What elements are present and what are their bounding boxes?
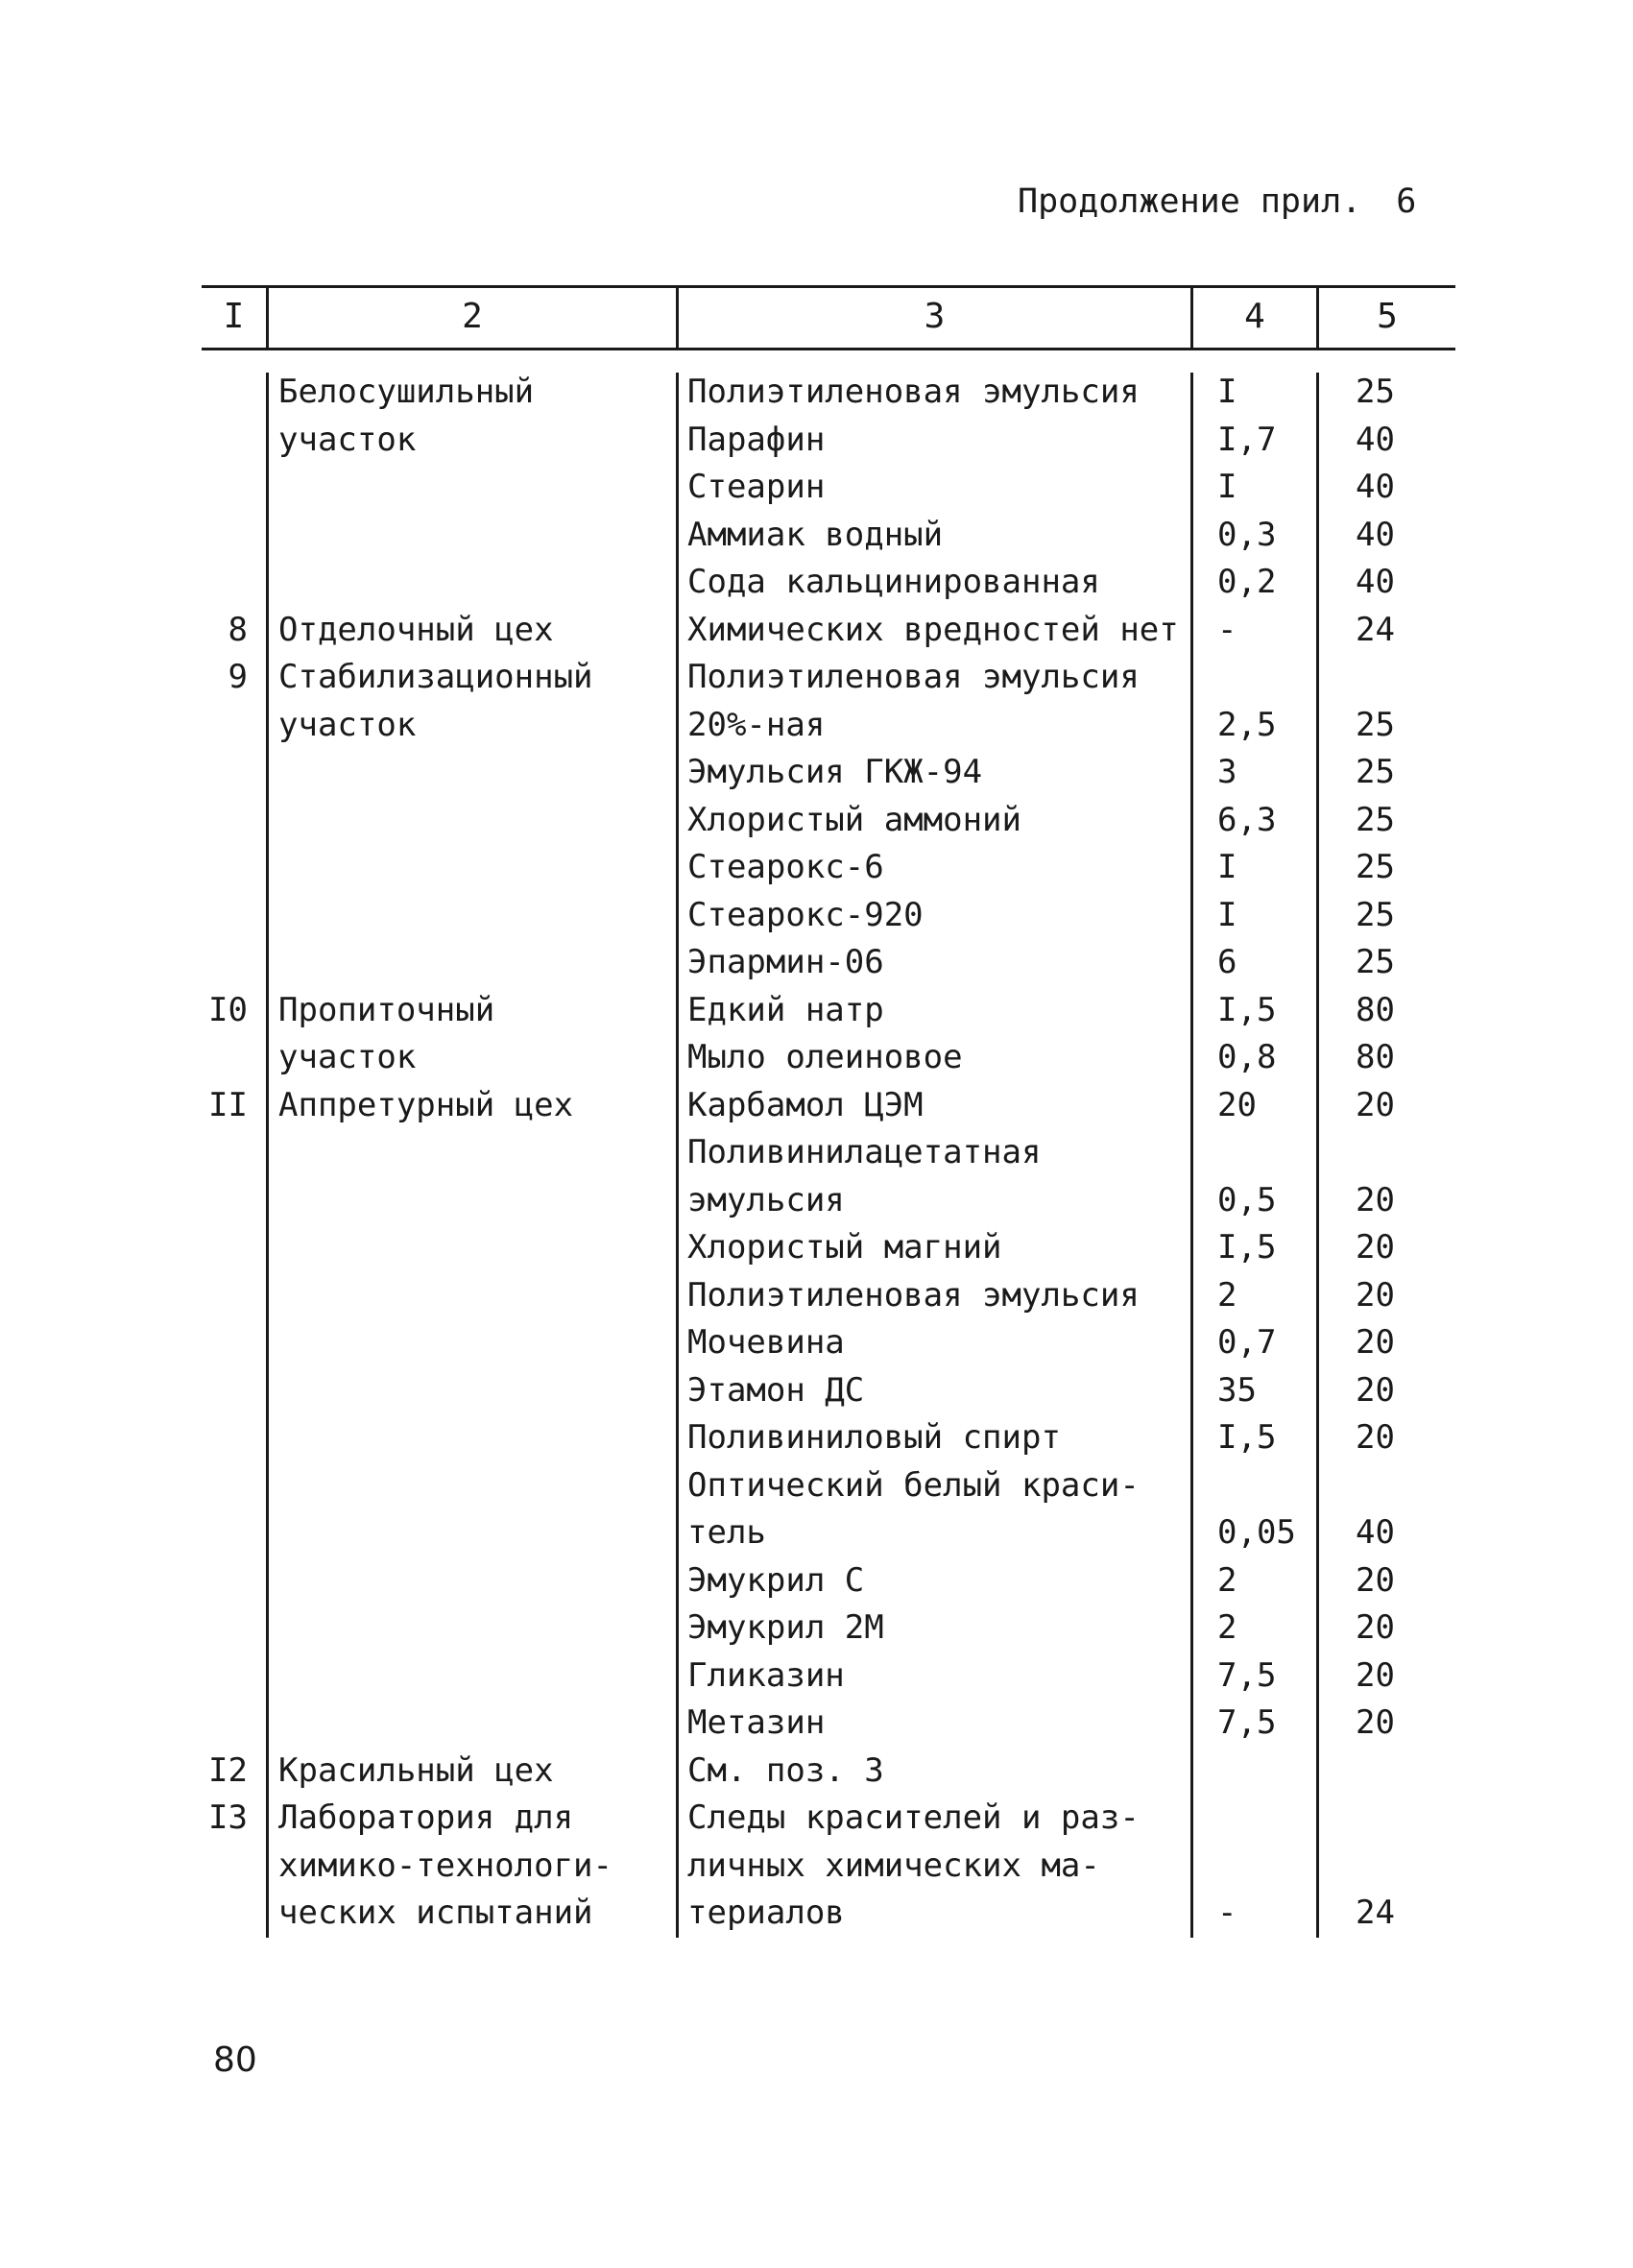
chemical-substance-cell: эмульсия — [687, 1181, 845, 1219]
chemical-substance-cell: Эмульсия ГКЖ-94 — [687, 753, 983, 791]
table-row — [0, 1794, 1633, 1842]
concentration-value-cell: 0,2 — [1217, 563, 1277, 601]
limit-value-cell: 25 — [1356, 373, 1395, 411]
table-row — [0, 1652, 1633, 1700]
table-row — [0, 1081, 1633, 1129]
limit-value-cell: 25 — [1356, 896, 1395, 934]
concentration-value-cell: 0,8 — [1217, 1038, 1277, 1076]
position-number-cell — [192, 1556, 248, 1604]
workshop-name-cell: химико-технологи- — [278, 1846, 612, 1885]
concentration-value-cell: 2,5 — [1217, 706, 1277, 744]
position-number-cell — [192, 1842, 248, 1890]
limit-value-cell: 20 — [1356, 1703, 1395, 1742]
chemical-substance-cell: Эмукрил С — [687, 1561, 865, 1600]
position-number-cell: I2 — [208, 1751, 248, 1790]
position-number-cell — [192, 938, 248, 986]
position-number-cell — [192, 1271, 248, 1319]
concentration-value-cell: 3 — [1217, 753, 1237, 791]
concentration-value-cell: - — [1217, 611, 1237, 649]
concentration-value-cell: I,5 — [1217, 1228, 1277, 1267]
limit-value-cell: 20 — [1356, 1276, 1395, 1315]
chemical-substance-cell: Парафин — [687, 421, 826, 459]
chemical-substance-cell: Оптический белый краси- — [687, 1466, 1140, 1505]
workshop-name-cell: Стабилизационный — [278, 658, 593, 696]
table-row — [0, 1889, 1633, 1937]
chemical-substance-cell: тель — [687, 1513, 766, 1552]
chemical-substance-cell: териалов — [687, 1894, 845, 1932]
limit-value-cell: 25 — [1356, 753, 1395, 791]
table-row — [0, 938, 1633, 986]
appendix-number: 6 — [1396, 182, 1417, 221]
table-row — [0, 1556, 1633, 1604]
concentration-value-cell: 7,5 — [1217, 1703, 1277, 1742]
table-row — [0, 368, 1633, 416]
column-header-3: 3 — [924, 297, 946, 336]
page-number: 80 — [213, 2040, 257, 2080]
chemical-substance-cell: См. поз. 3 — [687, 1751, 884, 1790]
position-number-cell: 9 — [228, 658, 248, 696]
position-number-cell — [192, 416, 248, 464]
table-row — [0, 1461, 1633, 1509]
position-number-cell: I3 — [208, 1798, 248, 1837]
table-row — [0, 463, 1633, 511]
chemical-substance-cell: Этамон ДС — [687, 1371, 865, 1410]
limit-value-cell: 20 — [1356, 1608, 1395, 1647]
position-number-cell — [192, 1889, 248, 1937]
position-number-cell — [192, 1128, 248, 1176]
table-row — [0, 986, 1633, 1034]
limit-value-cell: 20 — [1356, 1371, 1395, 1410]
workshop-name-cell: участок — [278, 706, 417, 744]
concentration-value-cell: 7,5 — [1217, 1656, 1277, 1695]
concentration-value-cell: I — [1217, 468, 1237, 506]
table-row — [0, 796, 1633, 844]
table-row — [0, 511, 1633, 559]
chemical-substance-cell: Карбамол ЦЭМ — [687, 1086, 924, 1124]
table-row — [0, 1366, 1633, 1414]
workshop-name-cell: Отделочный цех — [278, 611, 554, 649]
position-number-cell — [192, 1033, 248, 1081]
table-row — [0, 1842, 1633, 1890]
chemical-substance-cell: Полиэтиленовая эмульсия — [687, 658, 1140, 696]
chemical-substance-cell: Полиэтиленовая эмульсия — [687, 373, 1140, 411]
limit-value-cell: 20 — [1356, 1181, 1395, 1219]
concentration-value-cell: 6 — [1217, 943, 1237, 981]
table-row — [0, 701, 1633, 749]
chemical-substance-cell: Поливинилацетатная — [687, 1133, 1042, 1171]
chemical-substance-cell: Едкий натр — [687, 991, 884, 1029]
chemical-substance-cell: Мочевина — [687, 1323, 845, 1362]
concentration-value-cell: 2 — [1217, 1276, 1237, 1315]
chemical-substance-cell: Стеарин — [687, 468, 826, 506]
column-header-1: I — [223, 297, 245, 336]
chemical-substance-cell: Поливиниловый спирт — [687, 1418, 1061, 1457]
table-row — [0, 891, 1633, 939]
table-row — [0, 1699, 1633, 1747]
table-row — [0, 1271, 1633, 1319]
limit-value-cell: 25 — [1356, 706, 1395, 744]
position-number-cell — [192, 1508, 248, 1556]
chemical-substance-cell: Метазин — [687, 1703, 826, 1742]
concentration-value-cell: 2 — [1217, 1561, 1237, 1600]
workshop-name-cell: Аппретурный цех — [278, 1086, 574, 1124]
position-number-cell — [192, 1461, 248, 1509]
position-number-cell — [192, 558, 248, 606]
position-number-cell: 8 — [228, 611, 248, 649]
table-row — [0, 1223, 1633, 1271]
limit-value-cell: 40 — [1356, 1513, 1395, 1552]
limit-value-cell: 40 — [1356, 563, 1395, 601]
concentration-value-cell: 0,05 — [1217, 1513, 1296, 1552]
workshop-name-cell: Лаборатория для — [278, 1798, 574, 1837]
concentration-value-cell: 2 — [1217, 1608, 1237, 1647]
table-row — [0, 1604, 1633, 1652]
concentration-value-cell: I — [1217, 373, 1237, 411]
position-number-cell — [192, 1413, 248, 1461]
limit-value-cell: 80 — [1356, 991, 1395, 1029]
chemical-substance-cell: Химических вредностей нет — [687, 611, 1179, 649]
limit-value-cell: 24 — [1356, 1894, 1395, 1932]
position-number-cell — [192, 368, 248, 416]
position-number-cell — [192, 796, 248, 844]
position-number-cell: I0 — [208, 991, 248, 1029]
table-row — [0, 416, 1633, 464]
table-row — [0, 1413, 1633, 1461]
concentration-value-cell: 0,5 — [1217, 1181, 1277, 1219]
concentration-value-cell: 20 — [1217, 1086, 1257, 1124]
position-number-cell — [192, 511, 248, 559]
limit-value-cell: 20 — [1356, 1228, 1395, 1267]
table-header-rule — [202, 348, 1455, 350]
chemical-substance-cell: личных химических ма- — [687, 1846, 1100, 1885]
chemical-substance-cell: Стеарокс-6 — [687, 848, 884, 886]
workshop-name-cell: Красильный цех — [278, 1751, 554, 1790]
concentration-value-cell: I — [1217, 896, 1237, 934]
column-header-5: 5 — [1377, 297, 1398, 336]
concentration-value-cell: 35 — [1217, 1371, 1257, 1410]
limit-value-cell: 40 — [1356, 516, 1395, 554]
chemical-substance-cell: Аммиак водный — [687, 516, 944, 554]
concentration-value-cell: I,5 — [1217, 1418, 1277, 1457]
workshop-name-cell: Пропиточный — [278, 991, 495, 1029]
limit-value-cell: 25 — [1356, 848, 1395, 886]
position-number-cell — [192, 1604, 248, 1652]
chemical-substance-cell: 20%-ная — [687, 706, 826, 744]
column-header-4: 4 — [1244, 297, 1265, 336]
table-row — [0, 606, 1633, 654]
position-number-cell — [192, 1652, 248, 1700]
limit-value-cell: 20 — [1356, 1086, 1395, 1124]
position-number-cell — [192, 1699, 248, 1747]
table-row — [0, 1128, 1633, 1176]
concentration-value-cell: 6,3 — [1217, 801, 1277, 839]
position-number-cell — [192, 1366, 248, 1414]
chemical-substance-cell: Гликазин — [687, 1656, 845, 1695]
chemical-substance-cell: Хлористый аммоний — [687, 801, 1021, 839]
workshop-name-cell: Белосушильный — [278, 373, 535, 411]
chemical-substance-cell: Эмукрил 2М — [687, 1608, 884, 1647]
concentration-value-cell: 0,3 — [1217, 516, 1277, 554]
chemical-substance-cell: Полиэтиленовая эмульсия — [687, 1276, 1140, 1315]
limit-value-cell: 40 — [1356, 421, 1395, 459]
chemical-substance-cell: Стеарокс-920 — [687, 896, 924, 934]
table-row — [0, 843, 1633, 891]
limit-value-cell: 20 — [1356, 1418, 1395, 1457]
continuation-label: Продолжение прил. — [1018, 182, 1362, 221]
position-number-cell — [192, 891, 248, 939]
workshop-name-cell: ческих испытаний — [278, 1894, 593, 1932]
limit-value-cell: 25 — [1356, 943, 1395, 981]
position-number-cell — [192, 1223, 248, 1271]
chemical-substance-cell: Хлористый магний — [687, 1228, 1002, 1267]
chemical-substance-cell: Мыло олеиновое — [687, 1038, 963, 1076]
table-row — [0, 653, 1633, 701]
position-number-cell — [192, 843, 248, 891]
limit-value-cell: 20 — [1356, 1561, 1395, 1600]
position-number-cell — [192, 701, 248, 749]
table-row — [0, 1508, 1633, 1556]
limit-value-cell: 20 — [1356, 1323, 1395, 1362]
table-row — [0, 1176, 1633, 1224]
table-row — [0, 558, 1633, 606]
concentration-value-cell: I,7 — [1217, 421, 1277, 459]
position-number-cell: II — [208, 1086, 248, 1124]
limit-value-cell: 24 — [1356, 611, 1395, 649]
table-row — [0, 1747, 1633, 1795]
concentration-value-cell: 0,7 — [1217, 1323, 1277, 1362]
workshop-name-cell: участок — [278, 421, 417, 459]
concentration-value-cell: - — [1217, 1894, 1237, 1932]
limit-value-cell: 40 — [1356, 468, 1395, 506]
table-row — [0, 1318, 1633, 1366]
position-number-cell — [192, 748, 248, 796]
chemical-substance-cell: Следы красителей и раз- — [687, 1798, 1140, 1837]
limit-value-cell: 20 — [1356, 1656, 1395, 1695]
position-number-cell — [192, 463, 248, 511]
limit-value-cell: 25 — [1356, 801, 1395, 839]
limit-value-cell: 80 — [1356, 1038, 1395, 1076]
position-number-cell — [192, 1176, 248, 1224]
table-row — [0, 748, 1633, 796]
concentration-value-cell: I — [1217, 848, 1237, 886]
continuation-header — [1018, 182, 1416, 221]
position-number-cell — [192, 1318, 248, 1366]
concentration-value-cell: I,5 — [1217, 991, 1277, 1029]
chemical-substance-cell: Эпармин-06 — [687, 943, 884, 981]
column-header-2: 2 — [462, 297, 483, 336]
table-row — [0, 1033, 1633, 1081]
workshop-name-cell: участок — [278, 1038, 417, 1076]
chemical-substance-cell: Сода кальцинированная — [687, 563, 1100, 601]
